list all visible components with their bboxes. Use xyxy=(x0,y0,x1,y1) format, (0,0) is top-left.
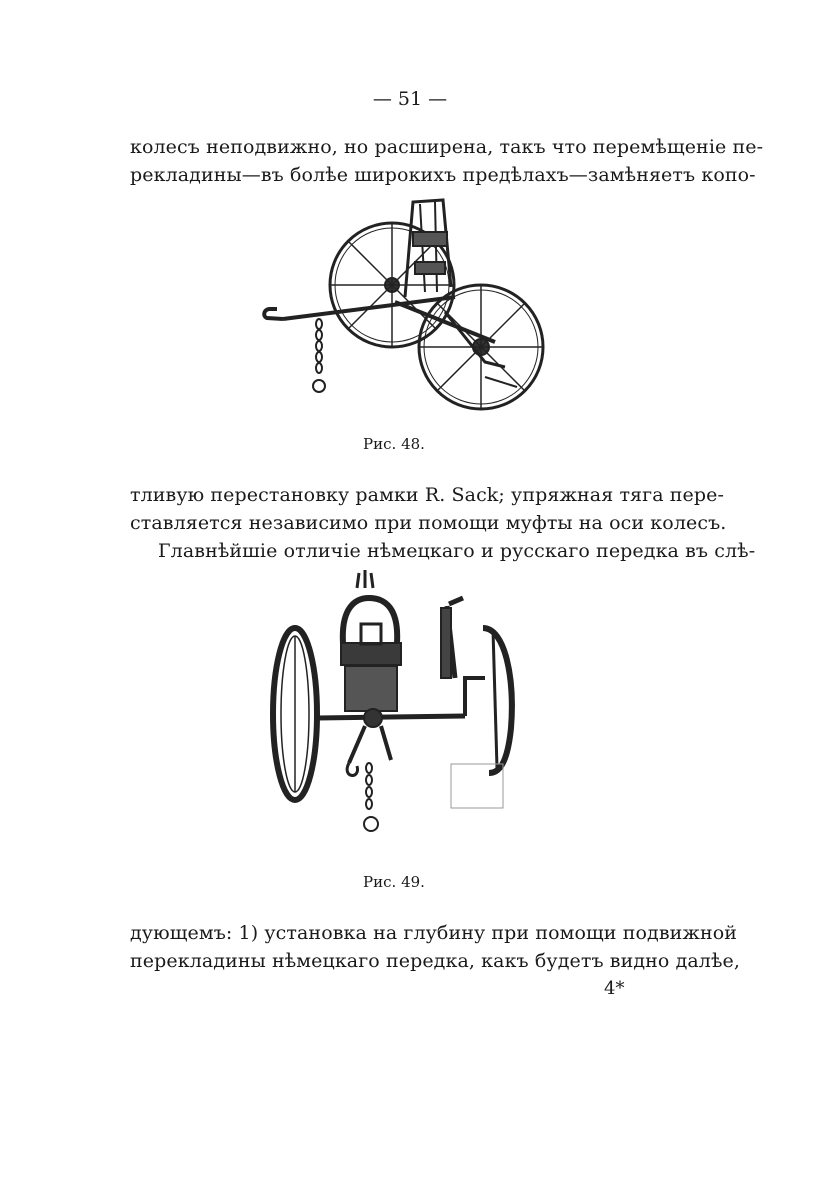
text-line: рекладины—въ болѣе широкихъ предѣлахъ—замѣняетъ копо- xyxy=(130,164,756,186)
text-line: перекладины нѣмецкаго передка, какъ будетъ видно далѣе, xyxy=(130,950,741,972)
figure-49-caption: Рис. 49. xyxy=(363,873,425,891)
text-line: ставляется независимо при помощи муфты на оси колесъ. xyxy=(130,512,727,534)
figure-48-caption: Рис. 48. xyxy=(363,435,425,453)
text-line: колесъ неподвижно, но расширена, такъ что перемѣщеніе пе- xyxy=(130,136,764,158)
signature-mark: 4* xyxy=(604,978,625,999)
text-line: дующемъ: 1) установка на глубину при помощи подвижной xyxy=(130,922,738,944)
text-line: Главнѣйшіе отличіе нѣмецкаго и русскаго передка въ слѣ- xyxy=(158,540,756,562)
figure-48-plough-illustration xyxy=(255,192,555,430)
text-line: тливую перестановку рамки R. Sack; упряжная тяга пере- xyxy=(130,484,725,506)
page-number: — 51 — xyxy=(372,88,448,110)
figure-49-forecarriage-illustration xyxy=(265,568,535,868)
